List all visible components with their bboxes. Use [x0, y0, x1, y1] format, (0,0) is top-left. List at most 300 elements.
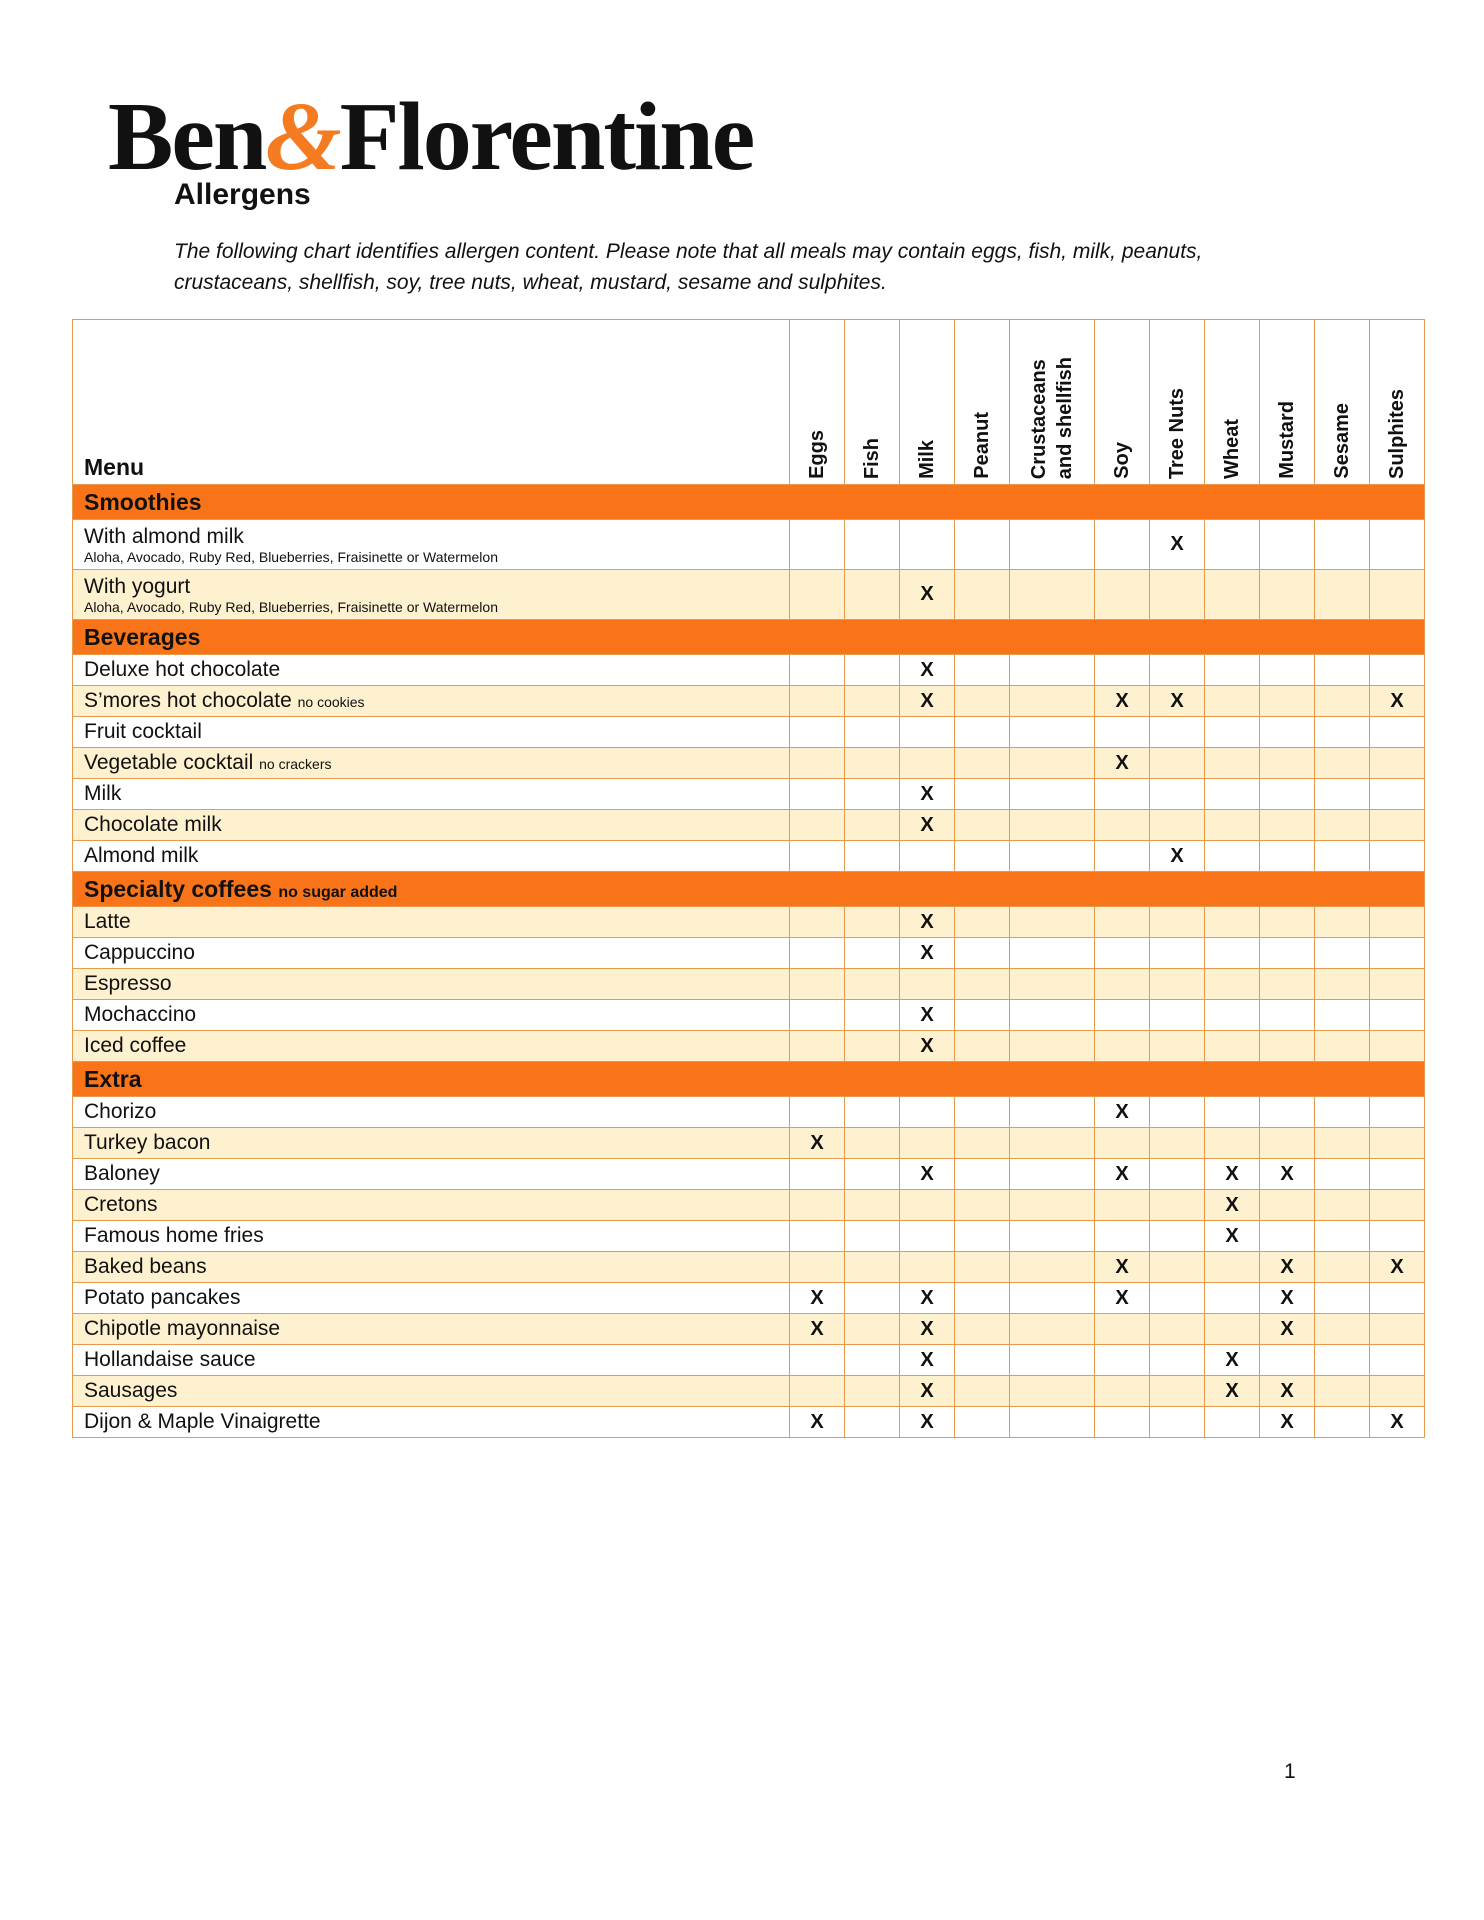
allergen-cell	[790, 1097, 845, 1128]
allergen-cell	[1260, 1031, 1315, 1062]
allergen-cell	[1095, 841, 1150, 872]
allergen-mark: X	[900, 1159, 955, 1190]
menu-item-cell	[73, 1159, 790, 1190]
allergen-cell	[1315, 1314, 1370, 1345]
menu-item-cell	[73, 1407, 790, 1438]
allergen-cell	[1370, 1000, 1425, 1031]
allergen-cell	[955, 686, 1010, 717]
allergen-cell	[790, 938, 845, 969]
allergen-cell	[1010, 520, 1095, 570]
table-body	[73, 485, 1425, 1438]
allergen-cell	[790, 1190, 845, 1221]
section-title	[73, 620, 1425, 655]
allergen-cell	[1010, 1128, 1095, 1159]
allergen-mark: X	[900, 810, 955, 841]
allergen-cell	[1315, 520, 1370, 570]
allergen-cell	[790, 1221, 845, 1252]
allergen-cell	[1010, 938, 1095, 969]
allergen-cell	[790, 779, 845, 810]
allergen-cell	[1010, 655, 1095, 686]
allergen-cell	[1150, 655, 1205, 686]
table-row	[73, 655, 1425, 686]
allergen-cell	[1260, 1097, 1315, 1128]
allergen-cell	[1010, 1000, 1095, 1031]
allergen-cell	[1260, 1000, 1315, 1031]
allergen-cell	[790, 570, 845, 620]
allergen-cell	[1315, 841, 1370, 872]
allergen-mark: X	[900, 779, 955, 810]
allergen-cell	[1010, 748, 1095, 779]
menu-item-cell	[73, 1252, 790, 1283]
table-row	[73, 1376, 1425, 1407]
allergen-cell	[845, 810, 900, 841]
allergen-cell	[1010, 570, 1095, 620]
allergen-cell	[1315, 1283, 1370, 1314]
allergen-mark: X	[1095, 686, 1150, 717]
allergen-cell	[1315, 1407, 1370, 1438]
allergen-cell	[1260, 1345, 1315, 1376]
allergen-cell	[1260, 1190, 1315, 1221]
table-row	[73, 907, 1425, 938]
allergen-cell	[1010, 1097, 1095, 1128]
allergen-mark: X	[1260, 1283, 1315, 1314]
menu-item-cell	[73, 1128, 790, 1159]
section-header-row	[73, 872, 1425, 907]
allergen-header: Peanut	[955, 320, 1010, 485]
allergen-cell	[1205, 520, 1260, 570]
allergen-cell	[1205, 969, 1260, 1000]
allergen-cell	[955, 1221, 1010, 1252]
allergen-cell	[1205, 779, 1260, 810]
allergen-cell	[790, 810, 845, 841]
allergen-cell	[1260, 969, 1315, 1000]
allergen-cell	[1010, 1283, 1095, 1314]
menu-item-name: S’mores hot chocolate	[84, 689, 292, 712]
allergen-mark: X	[1205, 1345, 1260, 1376]
menu-item-name: Turkey bacon	[84, 1131, 211, 1154]
menu-item-name: Fruit cocktail	[84, 720, 202, 743]
allergen-cell	[1260, 748, 1315, 779]
allergen-cell	[1150, 938, 1205, 969]
allergen-cell	[790, 686, 845, 717]
menu-item-cell	[73, 969, 790, 1000]
allergen-cell	[955, 938, 1010, 969]
menu-item-cell	[73, 779, 790, 810]
table-row	[73, 1128, 1425, 1159]
allergen-cell	[1315, 810, 1370, 841]
allergen-cell	[1315, 1190, 1370, 1221]
allergen-cell	[1010, 1345, 1095, 1376]
allergen-cell	[1315, 1159, 1370, 1190]
allergen-mark: X	[1095, 748, 1150, 779]
allergen-cell	[1370, 1345, 1425, 1376]
allergen-mark: X	[1260, 1159, 1315, 1190]
allergen-cell	[845, 1190, 900, 1221]
menu-item-cell	[73, 686, 790, 717]
menu-item-description: Aloha, Avocado, Ruby Red, Blueberries, Fraisinette or Watermelon	[84, 548, 498, 565]
allergen-cell	[1315, 1097, 1370, 1128]
allergen-cell	[1370, 810, 1425, 841]
allergen-cell	[900, 748, 955, 779]
allergen-cell	[1150, 779, 1205, 810]
intro-paragraph: The following chart identifies allergen content. Please note that all meals may contain eggs, fish, milk, peanuts, crustaceans, shellfish, soy, tree nuts, wheat, mustard, sesame and sulphites.	[174, 240, 1203, 294]
allergen-cell	[1315, 655, 1370, 686]
allergen-cell	[1150, 810, 1205, 841]
allergen-cell	[955, 1097, 1010, 1128]
allergen-cell	[1095, 1031, 1150, 1062]
allergen-header: Milk	[900, 320, 955, 485]
menu-item-note: no crackers	[259, 756, 332, 772]
allergen-cell	[845, 1159, 900, 1190]
allergen-cell	[1150, 748, 1205, 779]
menu-item-cell	[73, 570, 790, 620]
menu-item-name: Sausages	[84, 1379, 178, 1402]
allergen-cell	[790, 717, 845, 748]
allergen-cell	[1205, 1407, 1260, 1438]
allergen-cell	[1260, 1128, 1315, 1159]
allergen-mark: X	[900, 1314, 955, 1345]
allergen-cell	[1260, 938, 1315, 969]
allergen-cell	[1260, 686, 1315, 717]
section-header-row	[73, 485, 1425, 520]
allergen-cell	[845, 1000, 900, 1031]
allergen-cell	[1315, 717, 1370, 748]
allergen-cell	[845, 1128, 900, 1159]
brand-logo	[108, 83, 754, 191]
menu-item-cell	[73, 1314, 790, 1345]
allergen-mark: X	[1370, 1407, 1425, 1438]
allergen-cell	[1370, 1190, 1425, 1221]
table-row	[73, 1097, 1425, 1128]
allergen-cell	[900, 1190, 955, 1221]
menu-item-name: Mochaccino	[84, 1003, 197, 1026]
allergen-cell	[1010, 1407, 1095, 1438]
allergen-cell	[1315, 1376, 1370, 1407]
table-row	[73, 1283, 1425, 1314]
allergen-cell	[790, 1252, 845, 1283]
allergen-header: Sesame	[1315, 320, 1370, 485]
allergen-cell	[1095, 938, 1150, 969]
allergen-cell	[845, 520, 900, 570]
menu-item-cell	[73, 810, 790, 841]
table-row	[73, 1221, 1425, 1252]
allergen-cell	[955, 969, 1010, 1000]
menu-item-cell	[73, 907, 790, 938]
allergen-cell	[900, 1221, 955, 1252]
menu-item-cell	[73, 1190, 790, 1221]
allergen-cell	[955, 1190, 1010, 1221]
menu-item-name: Chorizo	[84, 1100, 157, 1123]
menu-item-name: Chipotle mayonnaise	[84, 1317, 281, 1340]
allergen-cell	[955, 1128, 1010, 1159]
menu-item-cell	[73, 1097, 790, 1128]
table-row	[73, 969, 1425, 1000]
allergen-cell	[955, 1252, 1010, 1283]
allergen-cell	[1205, 1283, 1260, 1314]
allergen-mark: X	[1095, 1252, 1150, 1283]
allergen-cell	[955, 1407, 1010, 1438]
allergen-cell	[1095, 520, 1150, 570]
allergen-cell	[1205, 938, 1260, 969]
allergen-cell	[1205, 1128, 1260, 1159]
allergen-cell	[1010, 1190, 1095, 1221]
allergen-cell	[790, 841, 845, 872]
allergen-cell	[1150, 969, 1205, 1000]
table-row	[73, 570, 1425, 620]
allergen-cell	[955, 1345, 1010, 1376]
allergen-cell	[1095, 907, 1150, 938]
menu-item-cell	[73, 520, 790, 570]
allergen-mark: X	[790, 1314, 845, 1345]
allergen-cell	[955, 841, 1010, 872]
menu-item-cell	[73, 655, 790, 686]
allergen-cell	[845, 1376, 900, 1407]
allergen-cell	[845, 907, 900, 938]
table-row	[73, 748, 1425, 779]
allergen-mark: X	[900, 1031, 955, 1062]
allergen-cell	[1260, 841, 1315, 872]
allergen-cell	[790, 1031, 845, 1062]
allergen-cell	[1010, 1376, 1095, 1407]
table-row	[73, 1190, 1425, 1221]
allergen-mark: X	[1095, 1159, 1150, 1190]
allergen-cell	[845, 686, 900, 717]
menu-item-name: Hollandaise sauce	[84, 1348, 256, 1371]
menu-item-name: With yogurt	[84, 574, 191, 598]
allergen-cell	[1205, 686, 1260, 717]
allergen-cell	[790, 520, 845, 570]
menu-item-note: no cookies	[297, 694, 365, 710]
allergen-cell	[1370, 841, 1425, 872]
allergen-cell	[1315, 686, 1370, 717]
allergen-mark: X	[1150, 520, 1205, 570]
allergen-cell	[1010, 686, 1095, 717]
allergen-cell	[845, 779, 900, 810]
allergen-cell	[1315, 1252, 1370, 1283]
menu-item-name: Cappuccino	[84, 941, 195, 964]
allergen-header: Mustard	[1260, 320, 1315, 485]
allergen-cell	[1010, 1031, 1095, 1062]
allergen-cell	[1150, 1345, 1205, 1376]
table-row	[73, 841, 1425, 872]
allergen-cell	[845, 841, 900, 872]
allergen-cell	[1315, 779, 1370, 810]
allergen-cell	[1205, 570, 1260, 620]
section-header-row	[73, 1062, 1425, 1097]
allergen-cell	[955, 717, 1010, 748]
allergen-cell	[1315, 969, 1370, 1000]
allergen-mark: X	[900, 655, 955, 686]
allergen-cell	[1315, 570, 1370, 620]
menu-item-cell	[73, 748, 790, 779]
allergen-mark: X	[1205, 1159, 1260, 1190]
allergen-cell	[1010, 810, 1095, 841]
allergen-cell	[1260, 570, 1315, 620]
menu-item-cell	[73, 1221, 790, 1252]
allergen-cell	[1370, 520, 1425, 570]
page-number: 1	[1284, 1760, 1296, 1783]
allergen-cell	[955, 655, 1010, 686]
menu-item-name: Dijon & Maple Vinaigrette	[84, 1410, 321, 1433]
allergen-cell	[1150, 1031, 1205, 1062]
section-title	[73, 1062, 1425, 1097]
menu-item-name: Baloney	[84, 1162, 160, 1185]
allergen-mark: X	[1150, 841, 1205, 872]
allergen-mark: X	[1205, 1221, 1260, 1252]
allergen-cell	[1010, 907, 1095, 938]
allergen-cell	[1150, 1252, 1205, 1283]
allergen-cell	[1205, 841, 1260, 872]
allergen-cell	[1260, 779, 1315, 810]
allergen-cell	[955, 1283, 1010, 1314]
allergen-cell	[1095, 717, 1150, 748]
allergen-cell	[845, 717, 900, 748]
menu-item-name: With almond milk	[84, 524, 244, 548]
allergen-cell	[1370, 1376, 1425, 1407]
allergen-cell	[1150, 907, 1205, 938]
allergen-cell	[955, 1376, 1010, 1407]
allergen-table	[72, 319, 1425, 1438]
allergen-cell	[1150, 1097, 1205, 1128]
menu-item-description: Aloha, Avocado, Ruby Red, Blueberries, Fraisinette or Watermelon	[84, 598, 498, 615]
allergen-cell	[1010, 1252, 1095, 1283]
allergen-cell	[1150, 1283, 1205, 1314]
allergen-cell	[790, 1159, 845, 1190]
allergen-cell	[1095, 779, 1150, 810]
allergen-cell	[1150, 1314, 1205, 1345]
allergen-cell	[845, 938, 900, 969]
allergen-cell	[1010, 717, 1095, 748]
allergen-mark: X	[1260, 1314, 1315, 1345]
allergen-cell	[1150, 1159, 1205, 1190]
allergen-cell	[1315, 1345, 1370, 1376]
page-title: Allergens	[174, 178, 311, 211]
allergen-mark: X	[900, 1283, 955, 1314]
menu-item-name: Iced coffee	[84, 1034, 187, 1057]
allergen-mark: X	[900, 1376, 955, 1407]
allergen-cell	[1150, 1221, 1205, 1252]
allergen-cell	[1205, 1000, 1260, 1031]
allergen-cell	[845, 1031, 900, 1062]
allergen-mark: X	[900, 1000, 955, 1031]
menu-item-cell	[73, 1345, 790, 1376]
allergen-cell	[790, 748, 845, 779]
table-row	[73, 1252, 1425, 1283]
allergen-cell	[955, 1159, 1010, 1190]
allergen-cell	[955, 748, 1010, 779]
allergen-cell	[1205, 1252, 1260, 1283]
allergen-cell	[1315, 748, 1370, 779]
allergen-cell	[845, 655, 900, 686]
allergen-cell	[845, 1221, 900, 1252]
allergen-cell	[1315, 1221, 1370, 1252]
allergen-cell	[900, 1252, 955, 1283]
allergen-cell	[1370, 655, 1425, 686]
section-name: Specialty coffees	[84, 875, 272, 902]
allergen-cell	[1370, 1128, 1425, 1159]
allergen-cell	[845, 1097, 900, 1128]
allergen-mark: X	[1260, 1376, 1315, 1407]
allergen-cell	[1370, 779, 1425, 810]
logo-text-florentine: Florentine	[339, 83, 754, 191]
menu-item-name: Potato pancakes	[84, 1286, 241, 1309]
table-row	[73, 779, 1425, 810]
allergen-cell	[900, 841, 955, 872]
menu-item-name: Almond milk	[84, 844, 199, 867]
menu-item-cell	[73, 1000, 790, 1031]
allergen-mark: X	[900, 686, 955, 717]
menu-item-cell	[73, 938, 790, 969]
allergen-mark: X	[1260, 1407, 1315, 1438]
allergen-cell	[1205, 717, 1260, 748]
allergen-cell	[1260, 810, 1315, 841]
allergen-cell	[1095, 655, 1150, 686]
allergen-cell	[1315, 1128, 1370, 1159]
table-row	[73, 717, 1425, 748]
allergen-mark: X	[900, 1345, 955, 1376]
allergen-cell	[1370, 969, 1425, 1000]
allergen-cell	[955, 1000, 1010, 1031]
allergen-mark: X	[1095, 1097, 1150, 1128]
allergen-cell	[955, 907, 1010, 938]
allergen-cell	[1315, 907, 1370, 938]
allergen-cell	[900, 1128, 955, 1159]
allergen-cell	[1370, 1097, 1425, 1128]
allergen-cell	[900, 520, 955, 570]
menu-item-name: Famous home fries	[84, 1224, 264, 1247]
allergen-header: Eggs	[790, 320, 845, 485]
allergen-cell	[845, 1407, 900, 1438]
allergen-cell	[955, 1314, 1010, 1345]
allergen-cell	[1095, 1314, 1150, 1345]
allergen-cell	[1095, 1221, 1150, 1252]
allergen-cell	[1260, 717, 1315, 748]
table-row	[73, 1159, 1425, 1190]
section-name: Extra	[84, 1065, 142, 1092]
allergen-cell	[1150, 1000, 1205, 1031]
allergen-cell	[1150, 1407, 1205, 1438]
allergen-cell	[845, 570, 900, 620]
allergen-cell	[900, 1097, 955, 1128]
table-row	[73, 1031, 1425, 1062]
allergen-cell	[790, 655, 845, 686]
allergen-mark: X	[1370, 686, 1425, 717]
allergen-cell	[845, 1314, 900, 1345]
menu-item-cell	[73, 1376, 790, 1407]
section-name: Smoothies	[84, 488, 202, 515]
menu-item-name: Baked beans	[84, 1255, 207, 1278]
allergen-mark: X	[790, 1128, 845, 1159]
section-note: no sugar added	[278, 883, 398, 901]
allergen-header: Fish	[845, 320, 900, 485]
allergen-cell	[1095, 1407, 1150, 1438]
allergen-cell	[845, 748, 900, 779]
allergen-cell	[1370, 1159, 1425, 1190]
allergen-cell	[1370, 1031, 1425, 1062]
allergen-cell	[845, 969, 900, 1000]
allergen-cell	[1150, 1128, 1205, 1159]
allergen-cell	[900, 717, 955, 748]
allergen-cell	[1010, 1314, 1095, 1345]
table-row	[73, 1345, 1425, 1376]
allergen-cell	[1370, 717, 1425, 748]
allergen-cell	[1370, 748, 1425, 779]
allergen-cell	[1370, 1221, 1425, 1252]
allergen-cell	[845, 1345, 900, 1376]
allergen-cell	[1150, 570, 1205, 620]
allergen-mark: X	[900, 938, 955, 969]
allergen-cell	[955, 779, 1010, 810]
